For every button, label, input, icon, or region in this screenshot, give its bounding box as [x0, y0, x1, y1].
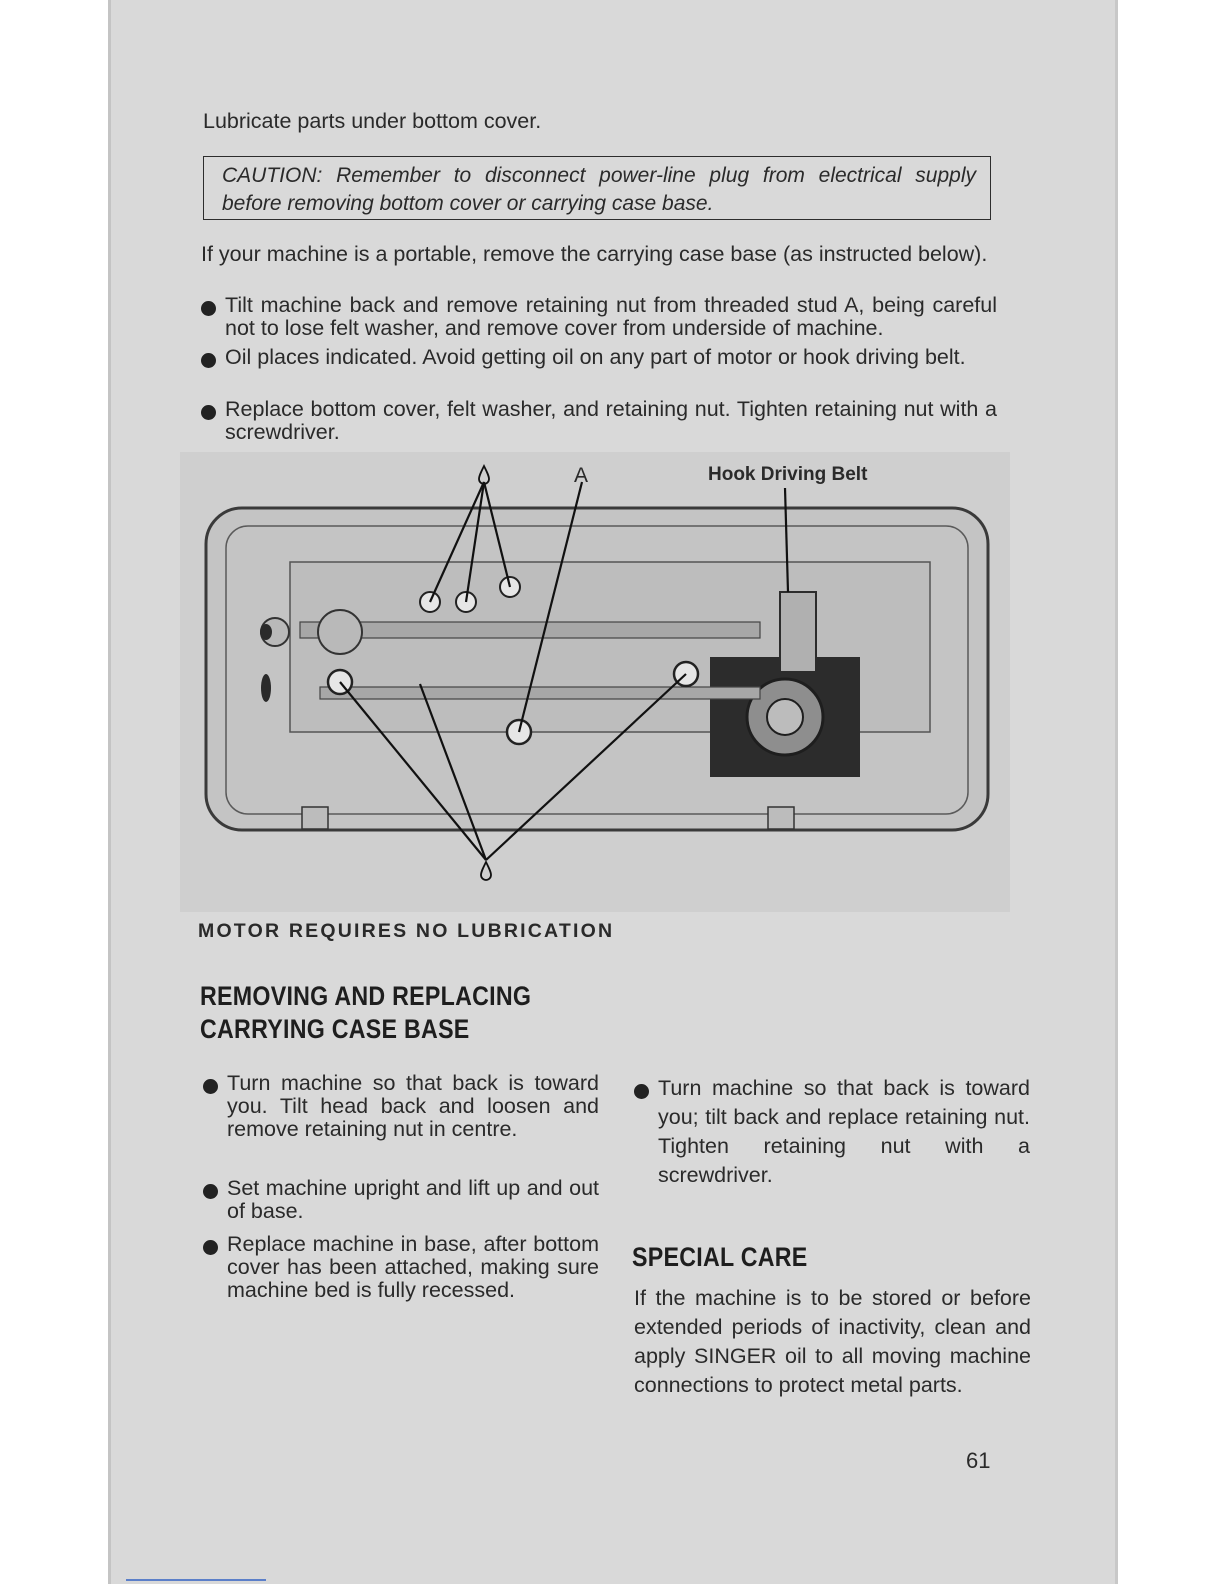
lube-step-text: Replace bottom cover, felt washer, and retaining nut. Tighten retaining nut with a screwdriver.: [225, 397, 997, 444]
gear: [318, 610, 362, 654]
scan-artifact-line: [126, 1579, 266, 1581]
machine-underside-figure: [180, 452, 1010, 912]
motor-note: MOTOR REQUIRES NO LUBRICATION: [198, 920, 615, 942]
removing-step: [203, 1177, 599, 1225]
arm-shaft: [300, 622, 760, 638]
bullet-dot: [203, 1184, 218, 1199]
label-hook-driving-belt: Hook Driving Belt: [708, 464, 868, 485]
lube-step: [201, 346, 997, 394]
lube-step-text: Oil places indicated. Avoid getting oil on any part of motor or hook driving belt.: [225, 345, 966, 369]
bullet-dot: [203, 1079, 218, 1094]
section-title-line1: REMOVING AND REPLACING: [200, 981, 532, 1011]
bullet-dot: [201, 301, 216, 316]
hook-driving-belt: [780, 592, 816, 672]
lube-step: [201, 398, 997, 446]
page-number: 61: [966, 1448, 991, 1473]
removing-step-text: Replace machine in base, after bottom cover has been attached, making sure machine bed is fully recessed.: [227, 1232, 599, 1302]
bullet-dot: [201, 405, 216, 420]
section-title-line2: CARRYING CASE BASE: [200, 1014, 470, 1044]
removing-step-text: Turn machine so that back is toward you. Tilt head back and loosen and remove retaining nut in centre.: [227, 1071, 599, 1141]
scan-edge-right: [1115, 0, 1118, 1584]
caution-box: CAUTION: Remember to disconnect power-line plug from electrical supply before removing bottom cover or carrying case base.: [203, 156, 991, 220]
removing-step: [203, 1233, 599, 1329]
special-care-body: If the machine is to be stored or before extended periods of inactivity, clean and apply SINGER oil to all moving machine connections to protect metal parts.: [634, 1286, 1031, 1397]
bed-shaft: [320, 687, 760, 699]
removing-step: [203, 1072, 599, 1168]
replacing-step: [634, 1074, 1030, 1190]
machine-underside-drawing: [180, 452, 1010, 912]
removing-step-text: Set machine upright and lift up and out of base.: [227, 1176, 599, 1223]
foot-pad: [768, 807, 794, 829]
bullet-dot: [634, 1084, 649, 1099]
lube-step: [201, 294, 997, 342]
scan-edge-left: [108, 0, 111, 1584]
replacing-step-text: Turn machine so that back is toward you; tilt back and replace retaining nut. Tighten retaining nut with a screwdriver.: [658, 1076, 1030, 1187]
bullet-dot: [203, 1240, 218, 1255]
portable-note: If your machine is a portable, remove the carrying case base (as instructed below).: [201, 242, 988, 266]
label-stud-a: A: [574, 464, 589, 487]
intro-text: Lubricate parts under bottom cover.: [203, 109, 542, 133]
special-care-title: SPECIAL CARE: [632, 1242, 808, 1272]
bullet-dot: [201, 353, 216, 368]
foot-pad: [302, 807, 328, 829]
lube-step-text: Tilt machine back and remove retaining nut from threaded stud A, being careful not to lose felt washer, and remove cover from underside of machine.: [225, 293, 997, 340]
